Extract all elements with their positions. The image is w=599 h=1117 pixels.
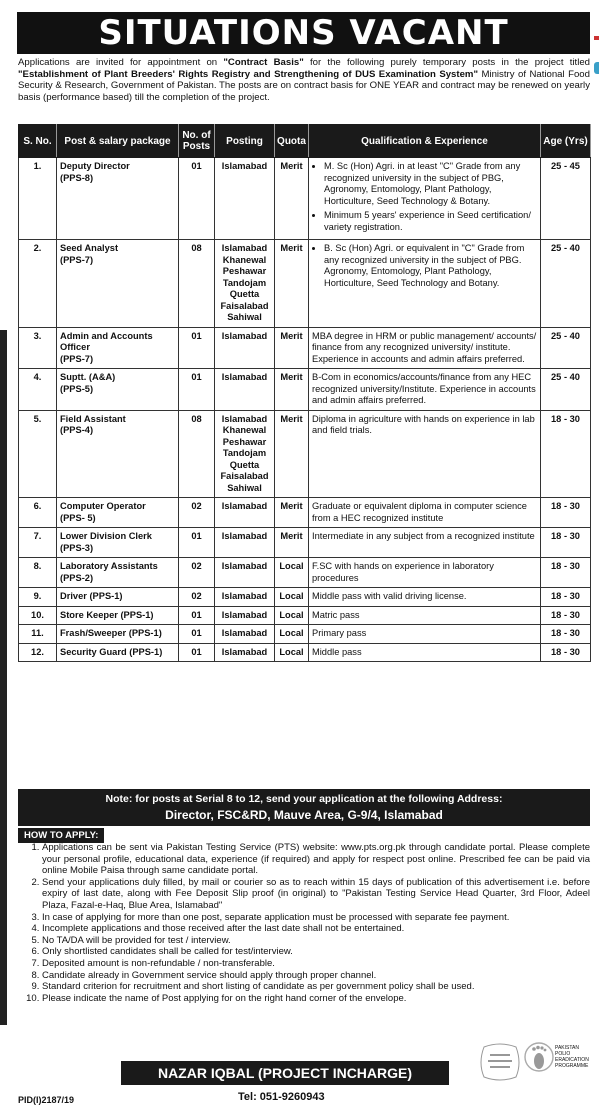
quota-cell xyxy=(275,528,309,558)
age-cell xyxy=(541,558,591,588)
posts-value: 02 xyxy=(191,501,202,511)
post-cell xyxy=(57,528,179,558)
qualification-item: • M. Sc (Hon) Agri. in at least "C" Grade from any recognized university in the subject of PBG, Agronomy, Entomology, Plant Pathology, Horticulture, Seed Technology & Botany. xyxy=(324,161,537,207)
serial-value: 8. xyxy=(33,561,42,571)
serial-number xyxy=(19,327,57,369)
table-row xyxy=(19,558,591,588)
posting-cell xyxy=(215,606,275,625)
qualification-item: • B. Sc (Hon) Agri. or equivalent in "C" Grade from any recognized university in the subject of PBG. Agronomy, Entomology, Plant Pathology, Horticulture, Seed Technology and Botany. xyxy=(324,243,537,289)
posts-value: 01 xyxy=(191,161,202,171)
quota-value: Merit xyxy=(280,330,303,341)
qualification-cell xyxy=(309,158,541,240)
serial-number xyxy=(19,369,57,411)
post-cell xyxy=(57,498,179,528)
post-cell xyxy=(57,643,179,662)
table-row xyxy=(19,528,591,558)
list-item: 2. Send your applications duly filled, by mail or courier so as to reach within 15 days of publication of this advertisement i.e. before expiry of last date, along with Fee Deposit Slip proof (in original) to "Pakistan Testing Service Head Quarter, 3rd Floor, Adeel Plaza, Fazal-e-Haq, Blue Area, Islamabad" xyxy=(42,877,590,912)
table-row xyxy=(19,410,591,498)
serial-value: 4. xyxy=(33,372,42,382)
age-cell xyxy=(541,327,591,369)
qualification-text: B-Com in economics/accounts/finance from any HEC recognized university/Institute. Experience in accounts and admin affairs preferred. xyxy=(312,372,536,405)
post-scale: (PPS- 5) xyxy=(60,512,96,523)
qualification-list xyxy=(312,243,537,289)
edge-mark xyxy=(593,36,599,74)
qualification-text: Graduate or equivalent diploma in computer science from a HEC recognized institute xyxy=(312,501,527,523)
table-row xyxy=(19,498,591,528)
qualification-text: MBA degree in HRM or public management/ accounts/ finance from any recognized university/ institute. Experience in accounts and admin affairs preferred. xyxy=(312,330,537,364)
age-cell xyxy=(541,410,591,498)
serial-value: 2. xyxy=(33,243,42,253)
posting-city: Khanewal xyxy=(222,254,267,265)
table-row xyxy=(19,327,591,369)
posting-cell xyxy=(215,240,275,328)
posts-value: 08 xyxy=(191,413,202,424)
age-value: 18 - 30 xyxy=(551,609,580,620)
footer xyxy=(18,1045,590,1117)
posting-cell xyxy=(215,327,275,369)
qualification-cell xyxy=(309,528,541,558)
serial-value: 1. xyxy=(33,161,42,171)
list-item: 9. Standard criterion for recruitment and short listing of candidate as per government policy shall be used. xyxy=(42,981,590,993)
posting-city: Islamabad xyxy=(221,413,268,424)
quota-cell xyxy=(275,625,309,644)
quota-cell xyxy=(275,498,309,528)
posting-city: Peshawar xyxy=(222,436,267,447)
quota-cell xyxy=(275,327,309,369)
list-item: 4. Incomplete applications and those received after the last date shall not be entertained. xyxy=(42,923,590,935)
serial-number xyxy=(19,528,57,558)
age-value: 18 - 30 xyxy=(551,561,580,571)
posting-cell xyxy=(215,558,275,588)
qualification-text: Diploma in agriculture with hands on experience in lab and field trials. xyxy=(312,413,535,435)
col-sno: S. No. xyxy=(19,125,57,158)
quota-cell xyxy=(275,643,309,662)
age-cell xyxy=(541,625,591,644)
posting-city: Faisalabad xyxy=(220,300,269,311)
col-qualification: Qualification & Experience xyxy=(309,125,541,158)
posting-cell xyxy=(215,588,275,607)
age-value: 18 - 30 xyxy=(551,531,580,541)
serial-number xyxy=(19,498,57,528)
posting-cell xyxy=(215,498,275,528)
posts-value: 01 xyxy=(191,372,202,382)
posts-count xyxy=(179,606,215,625)
posting-city: Khanewal xyxy=(222,425,267,435)
serial-value: 7. xyxy=(33,531,42,541)
post-scale: (PPS-7) xyxy=(60,254,94,265)
qualification-cell xyxy=(309,606,541,625)
posting-city: Faisalabad xyxy=(220,471,269,481)
posts-value: 01 xyxy=(191,330,202,341)
post-cell xyxy=(57,158,179,240)
posting-city: Islamabad xyxy=(221,628,268,638)
post-scale: (PPS-8) xyxy=(60,172,94,183)
serial-value: 6. xyxy=(33,501,42,511)
posts-count xyxy=(179,625,215,644)
col-posts: No. of Posts xyxy=(179,125,215,158)
quota-cell xyxy=(275,240,309,328)
list-item: 1. Applications can be sent via Pakistan Testing Service (PTS) website: www.pts.org.pk through candidate portal. Please complete your personal profile, educational data, experience (if required) and apply for respect post online. Prescribed fee can be paid via online Mobile Paisa through same candidate portal. xyxy=(42,842,590,877)
age-value: 18 - 30 xyxy=(551,413,580,424)
serial-number xyxy=(19,588,57,607)
posts-count xyxy=(179,240,215,328)
quota-value: Merit xyxy=(280,372,303,382)
posts-value: 01 xyxy=(191,628,202,638)
list-item: 8. Candidate already in Government service should apply through proper channel. xyxy=(42,970,590,982)
posts-count xyxy=(179,498,215,528)
posts-count xyxy=(179,643,215,662)
age-cell xyxy=(541,606,591,625)
posting-cell xyxy=(215,369,275,411)
posts-count xyxy=(179,528,215,558)
posting-cell xyxy=(215,643,275,662)
qualification-text: Middle pass with valid driving license. xyxy=(312,591,467,601)
list-item: 10. Please indicate the name of Post applying for on the right hand corner of the envelope. xyxy=(42,993,590,1005)
post-title: Suptt. (A&A) xyxy=(60,372,116,382)
quota-value: Local xyxy=(279,628,304,638)
age-cell xyxy=(541,528,591,558)
post-title: Laboratory Assistants xyxy=(60,561,158,571)
table-row xyxy=(19,158,591,240)
post-cell xyxy=(57,606,179,625)
intro-paragraph xyxy=(18,57,590,104)
qualification-text: Primary pass xyxy=(312,628,367,638)
qualification-text: Middle pass xyxy=(312,646,362,657)
urdu-emblem-icon xyxy=(478,1041,522,1083)
quota-value: Merit xyxy=(280,243,303,253)
posting-city: Islamabad xyxy=(221,161,268,171)
quota-value: Merit xyxy=(280,501,303,511)
table-row xyxy=(19,643,591,662)
post-cell xyxy=(57,369,179,411)
qualification-cell xyxy=(309,327,541,369)
quota-value: Local xyxy=(279,591,304,601)
quota-cell xyxy=(275,558,309,588)
qualification-cell xyxy=(309,498,541,528)
jobs-table xyxy=(18,124,591,662)
age-value: 18 - 30 xyxy=(551,628,580,638)
age-value: 25 - 40 xyxy=(551,330,580,341)
age-value: 18 - 30 xyxy=(551,591,580,601)
serial-number xyxy=(19,606,57,625)
posting-city: Islamabad xyxy=(221,609,268,620)
signatory: NAZAR IQBAL (PROJECT INCHARGE) xyxy=(121,1061,449,1085)
age-cell xyxy=(541,240,591,328)
post-title: Frash/Sweeper (PPS-1) xyxy=(60,628,162,638)
age-value: 18 - 30 xyxy=(551,646,580,657)
page-title: SITUATIONS VACANT xyxy=(17,12,590,54)
post-scale: (PPS-2) xyxy=(60,572,94,583)
serial-number xyxy=(19,240,57,328)
table-row xyxy=(19,369,591,411)
posts-count xyxy=(179,327,215,369)
serial-number xyxy=(19,625,57,644)
list-item: 6. Only shortlisted candidates shall be called for test/interview. xyxy=(42,946,590,958)
post-title: Admin and Accounts Officer xyxy=(60,330,153,352)
table-row xyxy=(19,625,591,644)
qualification-text: Matric pass xyxy=(312,609,360,620)
posts-value: 01 xyxy=(191,646,202,657)
age-value: 25 - 40 xyxy=(551,372,580,382)
quota-cell xyxy=(275,369,309,411)
quota-value: Local xyxy=(279,609,304,620)
list-item: 7. Deposited amount is non-refundable / non-transferable. xyxy=(42,958,590,970)
post-cell xyxy=(57,410,179,498)
posting-city: Islamabad xyxy=(221,372,268,382)
posting-city: Quetta xyxy=(229,289,260,299)
serial-number xyxy=(19,643,57,662)
posting-city: Islamabad xyxy=(221,531,268,541)
posting-city: Quetta xyxy=(229,459,260,470)
post-scale: (PPS-7) xyxy=(60,353,94,364)
table-row xyxy=(19,240,591,328)
posting-city: Islamabad xyxy=(221,646,268,657)
posts-value: 02 xyxy=(191,591,202,601)
qualification-list xyxy=(312,161,537,233)
posting-city: Islamabad xyxy=(221,591,268,601)
post-cell xyxy=(57,327,179,369)
post-title: Deputy Director xyxy=(60,161,130,171)
post-scale: (PPS-3) xyxy=(60,542,94,553)
qualification-cell xyxy=(309,240,541,328)
posts-count xyxy=(179,588,215,607)
col-age: Age (Yrs) xyxy=(541,125,591,158)
list-item: 3. In case of applying for more than one post, separate application must be processed with separate fee payment. xyxy=(42,912,590,924)
quota-cell xyxy=(275,606,309,625)
age-cell xyxy=(541,369,591,411)
polio-programme-text: PAKISTAN POLIO ERADICATION PROGRAMME xyxy=(555,1045,589,1069)
qualification-cell xyxy=(309,369,541,411)
post-cell xyxy=(57,240,179,328)
post-title: Security Guard (PPS-1) xyxy=(60,646,163,657)
qualification-cell xyxy=(309,558,541,588)
pid-number: PID(I)2187/19 xyxy=(18,1095,75,1105)
post-title: Store Keeper (PPS-1) xyxy=(60,609,154,620)
posts-value: 01 xyxy=(191,531,202,541)
age-value: 25 - 40 xyxy=(551,243,580,253)
posts-count xyxy=(179,158,215,240)
intro-text-3: Ministry of National Food Security & Research, Government of Pakistan. The posts are on contract basis for ONE YEAR and contract may be renewed on yearly basis (performance based) till the completion of the project. xyxy=(18,68,590,104)
posts-count xyxy=(179,558,215,588)
telephone: Tel: 051-9260943 xyxy=(238,1091,325,1103)
list-item: 5. No TA/DA will be provided for test / interview. xyxy=(42,935,590,947)
age-cell xyxy=(541,588,591,607)
table-header-row xyxy=(19,125,591,158)
posts-value: 01 xyxy=(191,609,202,620)
contract-basis: "Contract Basis" xyxy=(223,57,304,68)
intro-text-1: Applications are invited for appointment on xyxy=(18,57,224,68)
posting-city: Tandojam xyxy=(222,448,267,458)
qualification-text: Intermediate in any subject from a recognized institute xyxy=(312,531,535,541)
posting-city: Islamabad xyxy=(221,243,268,253)
age-value: 18 - 30 xyxy=(551,501,580,511)
qualification-item: • Minimum 5 years' experience in Seed certification/ variety registration. xyxy=(324,210,537,233)
qualification-cell xyxy=(309,588,541,607)
quota-value: Merit xyxy=(280,161,303,171)
post-title: Computer Operator xyxy=(60,501,146,511)
table-row xyxy=(19,588,591,607)
post-title: Seed Analyst xyxy=(60,243,119,253)
quota-cell xyxy=(275,588,309,607)
serial-value: 5. xyxy=(33,413,42,424)
posting-cell xyxy=(215,625,275,644)
post-title: Field Assistant xyxy=(60,413,126,424)
serial-value: 11. xyxy=(31,628,44,638)
posting-city: Islamabad xyxy=(221,330,268,341)
qualification-cell xyxy=(309,643,541,662)
posts-value: 08 xyxy=(191,243,202,253)
posting-cell xyxy=(215,410,275,498)
post-cell xyxy=(57,625,179,644)
left-edge-bar xyxy=(0,330,7,1025)
serial-value: 12. xyxy=(31,646,44,657)
age-cell xyxy=(541,498,591,528)
qualification-cell xyxy=(309,625,541,644)
quota-value: Local xyxy=(279,561,304,571)
posts-count xyxy=(179,410,215,498)
how-to-apply-label: HOW TO APPLY: xyxy=(18,828,104,843)
serial-number xyxy=(19,410,57,498)
posting-cell xyxy=(215,158,275,240)
posting-city: Sahiwal xyxy=(227,482,262,493)
posting-cell xyxy=(215,528,275,558)
post-scale: (PPS-4) xyxy=(60,425,94,435)
age-value: 25 - 45 xyxy=(551,161,580,171)
quota-value: Merit xyxy=(280,413,303,424)
age-cell xyxy=(541,643,591,662)
posts-count xyxy=(179,369,215,411)
table-row xyxy=(19,606,591,625)
posting-city: Tandojam xyxy=(222,277,267,288)
posting-city: Islamabad xyxy=(221,501,268,511)
quota-cell xyxy=(275,158,309,240)
serial-value: 10. xyxy=(31,609,44,620)
serial-number xyxy=(19,558,57,588)
note-address: Director, FSC&RD, Mauve Area, G-9/4, Islamabad xyxy=(165,808,443,822)
quota-value: Merit xyxy=(280,531,303,541)
age-cell xyxy=(541,158,591,240)
post-cell xyxy=(57,588,179,607)
intro-text-2: for the following purely temporary posts in the project titled xyxy=(303,57,590,68)
serial-number xyxy=(19,158,57,240)
note-banner xyxy=(18,789,590,826)
note-line-1: Note: for posts at Serial 8 to 12, send your application at the following Address: xyxy=(105,793,503,805)
col-post: Post & salary package xyxy=(57,125,179,158)
post-scale: (PPS-5) xyxy=(60,383,94,394)
quota-value: Local xyxy=(279,646,304,657)
quota-cell xyxy=(275,410,309,498)
post-cell xyxy=(57,558,179,588)
posts-value: 02 xyxy=(191,561,202,571)
post-title: Driver (PPS-1) xyxy=(60,591,123,601)
qualification-text: F.SC with hands on experience in laboratory procedures xyxy=(312,561,494,583)
post-title: Lower Division Clerk xyxy=(60,531,152,541)
polio-foot-icon xyxy=(524,1039,554,1077)
posting-city: Islamabad xyxy=(221,561,268,571)
col-quota: Quota xyxy=(275,125,309,158)
qualification-cell xyxy=(309,410,541,498)
serial-value: 9. xyxy=(33,591,42,601)
col-posting: Posting xyxy=(215,125,275,158)
serial-value: 3. xyxy=(33,330,42,341)
posting-city: Peshawar xyxy=(222,266,267,276)
project-title: "Establishment of Plant Breeders' Rights Registry and Strengthening of DUS Examination System" xyxy=(18,68,478,80)
posting-city: Sahiwal xyxy=(227,312,262,322)
how-to-apply xyxy=(18,842,590,1004)
